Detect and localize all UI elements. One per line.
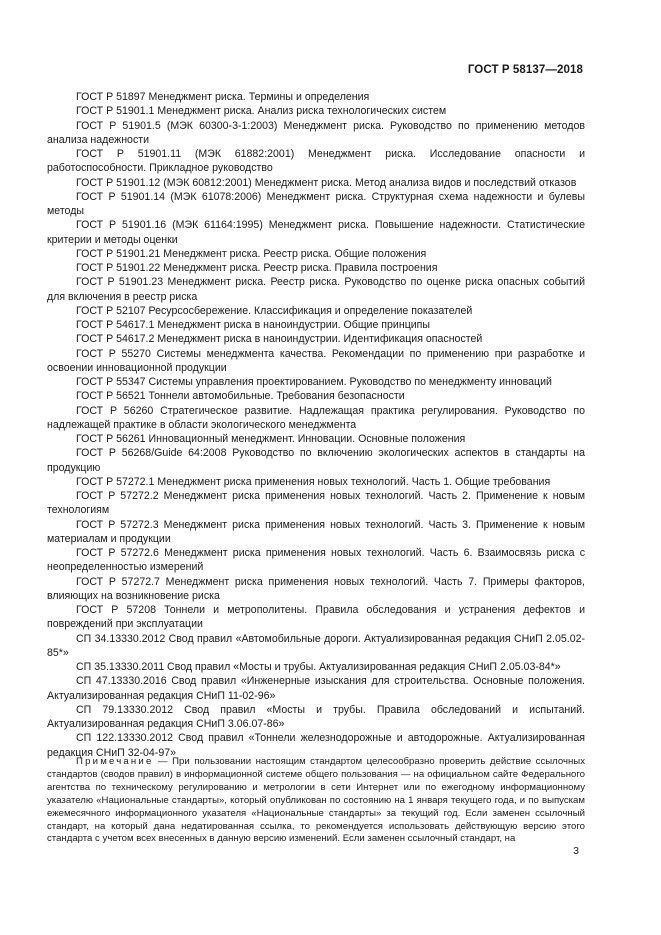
reference-item: СП 47.13330.2016 Свод правил «Инженерные изыскания для строительства. Основные положения. Актуализированная редакция СНиП 11-02-96»: [47, 675, 585, 702]
reference-item: СП 122.13330.2012 Свод правил «Тоннели железнодорожные и автодорожные. Актуализированная редакция СНиП 32-04-97»: [47, 732, 585, 759]
reference-item: ГОСТ Р 51901.1 Менеджмент риска. Анализ риска технологических систем: [76, 105, 447, 118]
reference-item: ГОСТ Р 55270 Системы менеджмента качества. Рекомендации по применению при разработке и освоении инновационной продукции: [47, 347, 585, 374]
reference-item: ГОСТ Р 57272.3 Менеджмент риска применения новых технологий. Часть 3. Применение к новым материалам и продукции: [47, 518, 585, 545]
reference-item: ГОСТ Р 51901.21 Менеджмент риска. Реестр риска. Общие положения: [76, 247, 427, 260]
reference-item: ГОСТ Р 56268/Guide 64:2008 Руководство по включению экологических аспектов в стандарты на продукцию: [47, 447, 585, 474]
document-header: ГОСТ Р 58137—2018: [467, 64, 583, 76]
reference-item: ГОСТ Р 57272.1 Менеджмент риска применения новых технологий. Часть 1. Общие требования: [76, 475, 551, 488]
reference-item: ГОСТ Р 57272.7 Менеджмент риска применения новых технологий. Часть 7. Примеры факторов, влияющих на возникновение риска: [47, 575, 585, 602]
reference-item: ГОСТ Р 52107 Ресурсосбережение. Классификация и определение показателей: [76, 304, 473, 317]
reference-item: ГОСТ Р 54617.2 Менеджмент риска в наноиндустрии. Идентификация опасностей: [76, 333, 483, 346]
reference-item: ГОСТ Р 57208 Тоннели и метрополитены. Правила обследования и устранения дефектов и повреждений при эксплуатации: [47, 604, 585, 631]
note-text: — При пользовании настоящим стандартом целесообразно проверить действие ссылочных стандартов (сводов правил) в информационной системе общего пользования — на официальном сайте Федерального агентства по техническому регулированию и метрологии в сети Интернет или по ежегодному информационному указателю «Национальные стандарты», который опубликован по состоянию на 1 января текущего года, и по выпускам ежемесячного информационного указателя «Национальные стандарты» за текущий год. Если заменен ссылочный стандарт, на который дана недатированная ссылка, то рекомендуется использовать действующую версию этого стандарта с учетом всех внесенных в данную версию изменений. Если заменен ссылочный стандарт, на: [47, 756, 585, 845]
reference-item: ГОСТ Р 51901.12 (МЭК 60812:2001) Менеджмент риска. Метод анализа видов и последствий отказов: [76, 176, 577, 189]
note-paragraph: [47, 756, 585, 846]
reference-item: ГОСТ Р 51897 Менеджмент риска. Термины и определения: [76, 91, 370, 103]
reference-item: ГОСТ Р 51901.22 Менеджмент риска. Реестр риска. Правила построения: [76, 262, 438, 274]
reference-item: СП 34.13330.2012 Свод правил «Автомобильные дороги. Актуализированная редакция СНиП 2.05.02-85*»: [47, 632, 585, 659]
reference-item: ГОСТ Р 51901.5 (МЭК 60300-3-1:2003) Менеджмент риска. Руководство по применению методов анализа надежности: [47, 119, 585, 146]
reference-item: ГОСТ Р 51901.23 Менеджмент риска. Реестр риска. Руководство по оценке риска опасных событий для включения в реестр риска: [47, 276, 585, 303]
page-number: 3: [573, 845, 579, 857]
reference-item: СП 79.13330.2012 Свод правил «Мосты и трубы. Правила обследований и испытаний. Актуализированная редакция СНиП 3.06.07-86»: [47, 703, 585, 730]
reference-item: ГОСТ Р 56260 Стратегическое развитие. Надлежащая практика регулирования. Руководство по надлежащей практике в области экологического менеджмента: [47, 404, 585, 431]
reference-item: ГОСТ Р 56261 Инновационный менеджмент. Инновации. Основные положения: [76, 433, 466, 445]
reference-item: ГОСТ Р 51901.11 (МЭК 61882:2001) Менеджмент риска. Исследование опасности и работоспособности. Прикладное руководство: [47, 148, 585, 175]
note-block: [47, 756, 585, 846]
note-label: Примечание: [76, 756, 154, 767]
normative-references-list: [47, 90, 585, 760]
reference-item: ГОСТ Р 51901.14 (МЭК 61078:2006) Менеджмент риска. Структурная схема надежности и булевы методы: [47, 190, 585, 217]
reference-item: ГОСТ Р 56521 Тоннели автомобильные. Требования безопасности: [76, 390, 405, 403]
reference-item: ГОСТ Р 54617.1 Менеджмент риска в наноиндустрии. Общие принципы: [76, 319, 431, 331]
reference-item: ГОСТ Р 57272.2 Менеджмент риска применения новых технологий. Часть 2. Применение к новым технологиям: [47, 490, 585, 517]
reference-item: ГОСТ Р 55347 Системы управления проектированием. Руководство по менеджменту инноваций: [76, 376, 552, 388]
reference-item: ГОСТ Р 51901.16 (МЭК 61164:1995) Менеджмент риска. Повышение надежности. Статистические критерии и методы оценки: [47, 219, 585, 246]
reference-item: ГОСТ Р 57272.6 Менеджмент риска применения новых технологий. Часть 6. Взаимосвязь риска с неопределенностью измерений: [47, 547, 585, 574]
reference-item: СП 35.13330.2011 Свод правил «Мосты и трубы. Актуализированная редакция СНиП 2.05.03-84*»: [76, 661, 561, 673]
